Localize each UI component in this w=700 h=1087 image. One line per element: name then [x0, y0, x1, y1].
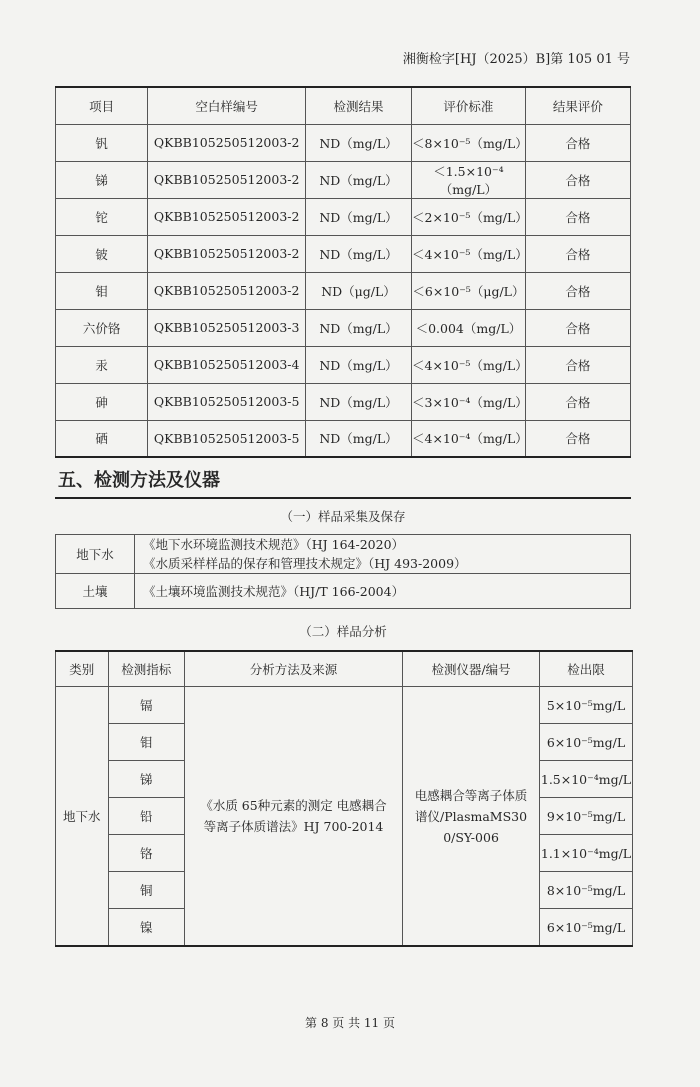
evaluation-cell: 合格 [525, 309, 630, 346]
evaluation-cell: 合格 [525, 272, 630, 309]
sample-id-cell: QKBB105250512003-5 [148, 383, 306, 420]
item-cell: 钼 [56, 272, 148, 309]
item-cell: 锑 [56, 161, 148, 198]
indicator-cell: 钼 [108, 724, 184, 761]
table-row [56, 346, 631, 383]
table-row [56, 272, 631, 309]
standard-cell: ＜8×10⁻⁵（mg/L） [412, 124, 526, 161]
table-row [56, 420, 631, 457]
detection-limit-cell: 6×10⁻⁵mg/L [540, 909, 633, 947]
standard-line: 《水质采样样品的保存和管理技术规定》（HJ 493-2009） [143, 556, 467, 571]
result-cell: ND（mg/L） [305, 309, 411, 346]
evaluation-cell: 合格 [525, 346, 630, 383]
indicator-cell: 铬 [108, 835, 184, 872]
table-row [56, 198, 631, 235]
result-cell: ND（mg/L） [305, 346, 411, 383]
evaluation-cell: 合格 [525, 124, 630, 161]
section-title: 五、检测方法及仪器 [58, 470, 220, 491]
item-cell: 砷 [56, 383, 148, 420]
subsection-title-sampling: （一）样品采集及保存 [280, 509, 406, 524]
method-cell: 《水质 65种元素的测定 电感耦合等离子体质谱法》HJ 700-2014 [184, 687, 402, 947]
table-row [56, 535, 631, 574]
header-cell: 项目 [56, 87, 148, 124]
detection-limit-cell: 1.1×10⁻⁴mg/L [540, 835, 633, 872]
indicator-cell: 铅 [108, 798, 184, 835]
detection-limit-cell: 5×10⁻⁵mg/L [540, 687, 633, 724]
indicator-cell: 锑 [108, 761, 184, 798]
standards-cell [135, 574, 631, 609]
header-cell: 检测仪器/编号 [403, 651, 540, 687]
table-row [56, 124, 631, 161]
header-cell: 分析方法及来源 [184, 651, 402, 687]
table-row [56, 687, 633, 724]
detection-limit-cell: 8×10⁻⁵mg/L [540, 872, 633, 909]
standard-cell: ＜4×10⁻⁵（mg/L） [412, 235, 526, 272]
table-row [56, 235, 631, 272]
result-cell: ND（mg/L） [305, 420, 411, 457]
result-cell: ND（mg/L） [305, 235, 411, 272]
item-cell: 铊 [56, 198, 148, 235]
evaluation-cell: 合格 [525, 420, 630, 457]
result-cell: ND（mg/L） [305, 198, 411, 235]
table-header-row [56, 87, 631, 124]
instrument-cell: 电感耦合等离子体质谱仪/PlasmaMS300/SY-006 [403, 687, 540, 947]
sample-id-cell: QKBB105250512003-4 [148, 346, 306, 383]
result-cell: ND（μg/L） [305, 272, 411, 309]
header-cell: 评价标准 [412, 87, 526, 124]
table-header-row [56, 651, 633, 687]
sample-id-cell: QKBB105250512003-2 [148, 272, 306, 309]
matrix-label: 地下水 [56, 535, 135, 574]
sample-id-cell: QKBB105250512003-2 [148, 124, 306, 161]
table-row [56, 574, 631, 609]
sample-id-cell: QKBB105250512003-2 [148, 161, 306, 198]
standard-cell: ＜3×10⁻⁴（mg/L） [412, 383, 526, 420]
section-divider [55, 497, 631, 499]
table-row [56, 161, 631, 198]
item-cell: 汞 [56, 346, 148, 383]
standard-cell: ＜6×10⁻⁵（μg/L） [412, 272, 526, 309]
sample-id-cell: QKBB105250512003-3 [148, 309, 306, 346]
evaluation-cell: 合格 [525, 198, 630, 235]
evaluation-cell: 合格 [525, 161, 630, 198]
header-cell: 结果评价 [525, 87, 630, 124]
sample-id-cell: QKBB105250512003-2 [148, 198, 306, 235]
standard-cell: ＜2×10⁻⁵（mg/L） [412, 198, 526, 235]
result-cell: ND（mg/L） [305, 161, 411, 198]
header-cell: 空白样编号 [148, 87, 306, 124]
detection-limit-cell: 9×10⁻⁵mg/L [540, 798, 633, 835]
indicator-cell: 镍 [108, 909, 184, 947]
item-cell: 钒 [56, 124, 148, 161]
header-cell: 检测结果 [305, 87, 411, 124]
sample-id-cell: QKBB105250512003-2 [148, 235, 306, 272]
indicator-cell: 镉 [108, 687, 184, 724]
evaluation-cell: 合格 [525, 235, 630, 272]
result-cell: ND（mg/L） [305, 124, 411, 161]
standard-cell: ＜0.004（mg/L） [412, 309, 526, 346]
header-cell: 类别 [56, 651, 109, 687]
sampling-table [55, 534, 631, 609]
standard-cell: ＜4×10⁻⁴（mg/L） [412, 420, 526, 457]
item-cell: 硒 [56, 420, 148, 457]
page-number: 第 8 页 共 11 页 [305, 1016, 395, 1030]
evaluation-cell: 合格 [525, 383, 630, 420]
detection-limit-cell: 6×10⁻⁵mg/L [540, 724, 633, 761]
result-cell: ND（mg/L） [305, 383, 411, 420]
subsection-title-analysis: （二）样品分析 [299, 624, 387, 639]
category-cell: 地下水 [56, 687, 109, 947]
table-row [56, 309, 631, 346]
header-cell: 检测指标 [108, 651, 184, 687]
standard-line: 《土壤环境监测技术规范》（HJ/T 166-2004） [143, 583, 405, 599]
standard-line: 《地下水环境监测技术规范》（HJ 164-2020） [143, 537, 405, 552]
table-row [56, 383, 631, 420]
document-number: 湘衡检字[HJ（2025）B]第 105 01 号 [402, 52, 630, 67]
standard-cell: ＜1.5×10⁻⁴（mg/L） [412, 161, 526, 198]
standard-cell: ＜4×10⁻⁵（mg/L） [412, 346, 526, 383]
item-cell: 铍 [56, 235, 148, 272]
matrix-label: 土壤 [56, 574, 135, 609]
header-cell: 检出限 [540, 651, 633, 687]
detection-limit-cell: 1.5×10⁻⁴mg/L [540, 761, 633, 798]
blank-sample-table [55, 86, 631, 458]
item-cell: 六价铬 [56, 309, 148, 346]
analysis-table [55, 650, 633, 947]
indicator-cell: 铜 [108, 872, 184, 909]
sample-id-cell: QKBB105250512003-5 [148, 420, 306, 457]
standards-cell [135, 535, 631, 574]
